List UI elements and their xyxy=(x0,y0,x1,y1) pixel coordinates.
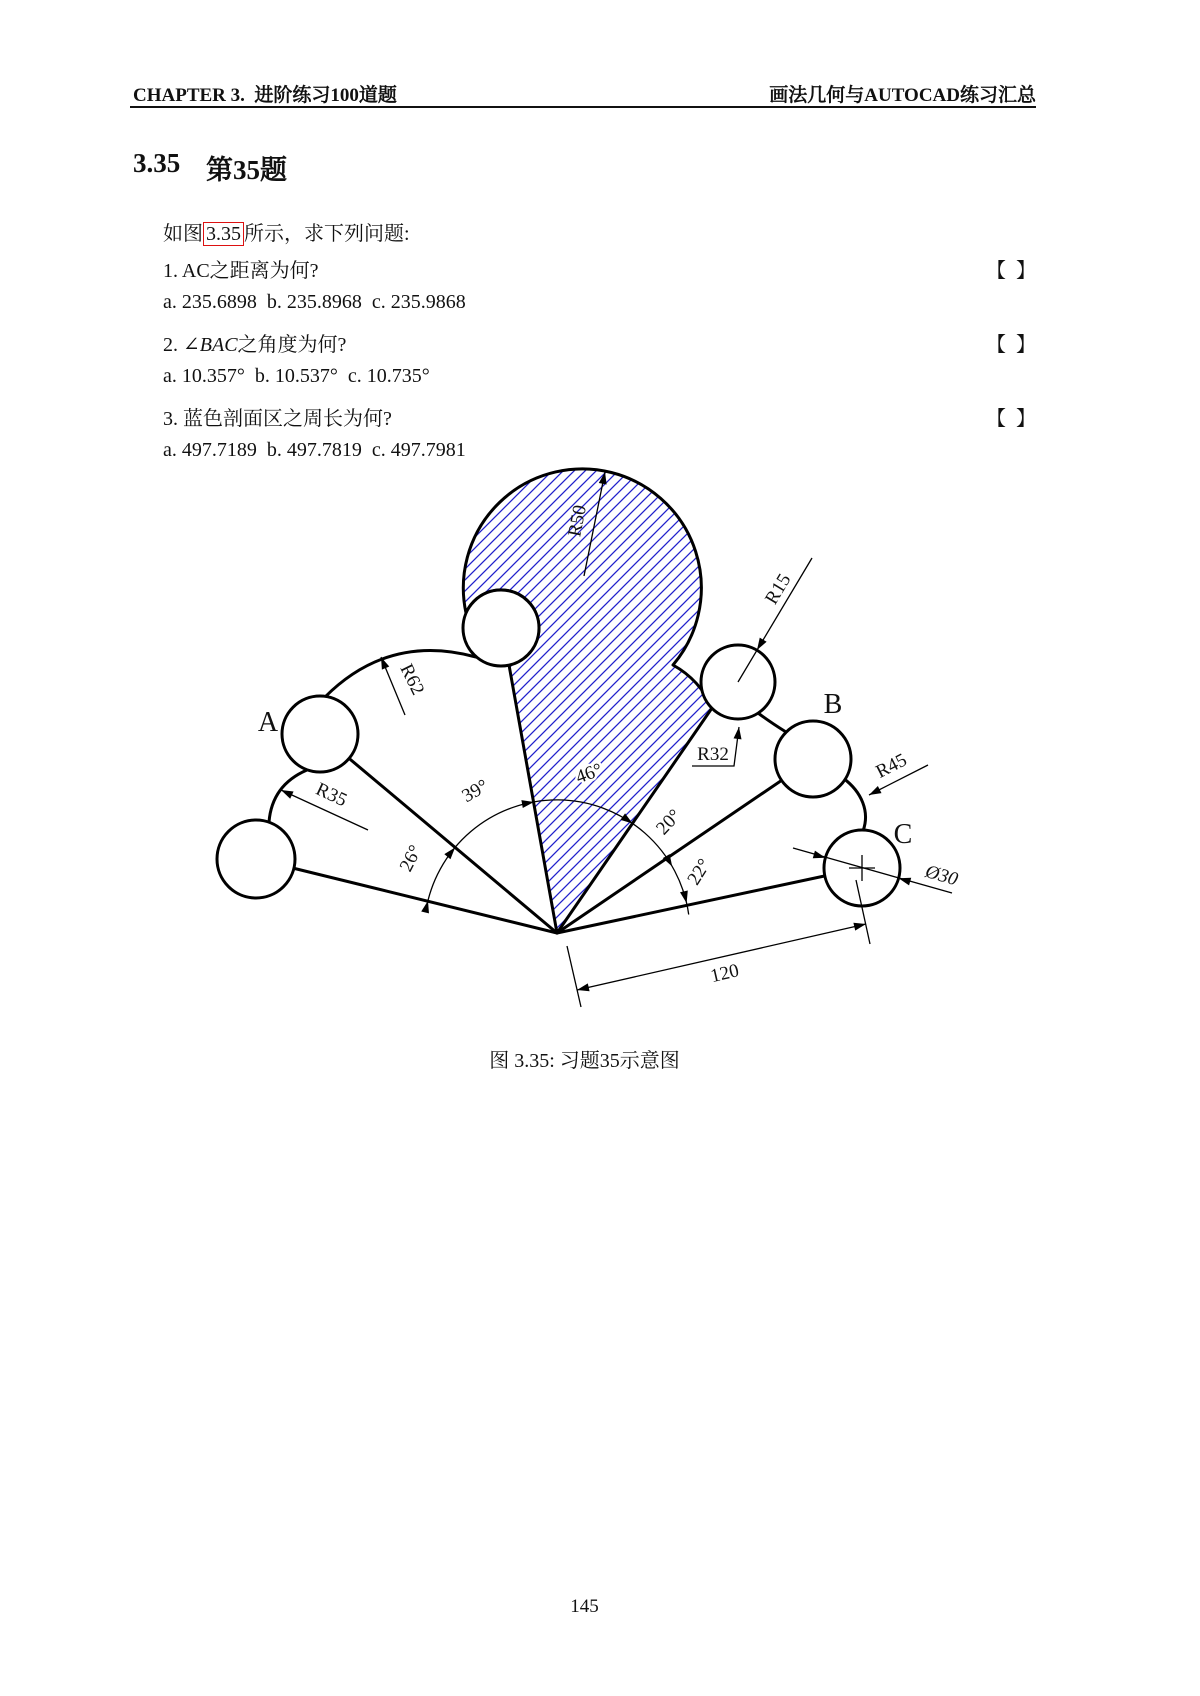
answer-bracket-1: 【 】 xyxy=(986,260,1036,282)
intro-pre: 如图 xyxy=(163,223,203,245)
page-number: 145 xyxy=(570,1596,599,1617)
label-r45: R45 xyxy=(872,749,911,783)
header-right: 画法几何与AUTOCAD练习汇总 xyxy=(769,85,1036,106)
section-number: 3.35 xyxy=(133,148,181,178)
dim120-ext-left xyxy=(567,946,581,1007)
label-angle-39: 39° xyxy=(458,775,493,807)
figure-caption: 图 3.35: 习题35示意图 xyxy=(489,1050,680,1072)
answer-bracket-2: 【 】 xyxy=(986,334,1036,356)
hatched-section-region xyxy=(463,469,712,933)
label-r62: R62 xyxy=(395,660,429,699)
label-r50: R50 xyxy=(564,503,591,539)
figure-reference-link[interactable]: 3.35 xyxy=(203,222,244,246)
label-dim120: 120 xyxy=(708,960,742,988)
circle-a xyxy=(282,696,358,772)
question-2-pre: 2. ∠ xyxy=(163,334,200,356)
label-r32: R32 xyxy=(697,744,729,765)
header-left: CHAPTER 3. 进阶练习100道题 xyxy=(133,85,397,106)
label-angle-22: 22° xyxy=(683,855,716,889)
options-3: a. 497.7189 b. 497.7819 c. 497.7981 xyxy=(163,439,466,461)
arc-r45 xyxy=(843,778,866,831)
circle-bottom-left xyxy=(217,820,295,898)
section-title: 第35题 xyxy=(206,155,287,185)
answer-bracket-3: 【 】 xyxy=(986,408,1036,430)
label-r35: R35 xyxy=(312,778,351,812)
intro-post: 所示，求下列问题: xyxy=(244,223,410,245)
options-2: a. 10.357° b. 10.537° c. 10.735° xyxy=(163,365,430,387)
label-r15: R15 xyxy=(761,570,796,609)
label-point-a: A xyxy=(257,707,279,738)
question-2-post: 之角度为何? xyxy=(237,334,347,356)
inner-white-circle xyxy=(463,590,539,666)
question-3: 3. 蓝色剖面区之周长为何? xyxy=(163,408,392,430)
question-1: 1. AC之距离为何? xyxy=(163,260,319,282)
arc-r15-to-b xyxy=(758,713,786,732)
arc-arrow-6 xyxy=(680,891,690,904)
arrow-r45 xyxy=(867,786,881,799)
label-point-b: B xyxy=(823,689,843,720)
circle-b xyxy=(775,721,851,797)
label-dia30: Ø30 xyxy=(922,861,961,891)
label-angle-46: 46° xyxy=(573,759,606,789)
label-angle-20: 20° xyxy=(652,805,686,840)
label-angle-26: 26° xyxy=(395,841,427,876)
options-1: a. 235.6898 b. 235.8968 c. 235.9868 xyxy=(163,291,466,313)
question-2-angle-name: BAC xyxy=(199,334,238,356)
label-point-c: C xyxy=(893,819,913,850)
